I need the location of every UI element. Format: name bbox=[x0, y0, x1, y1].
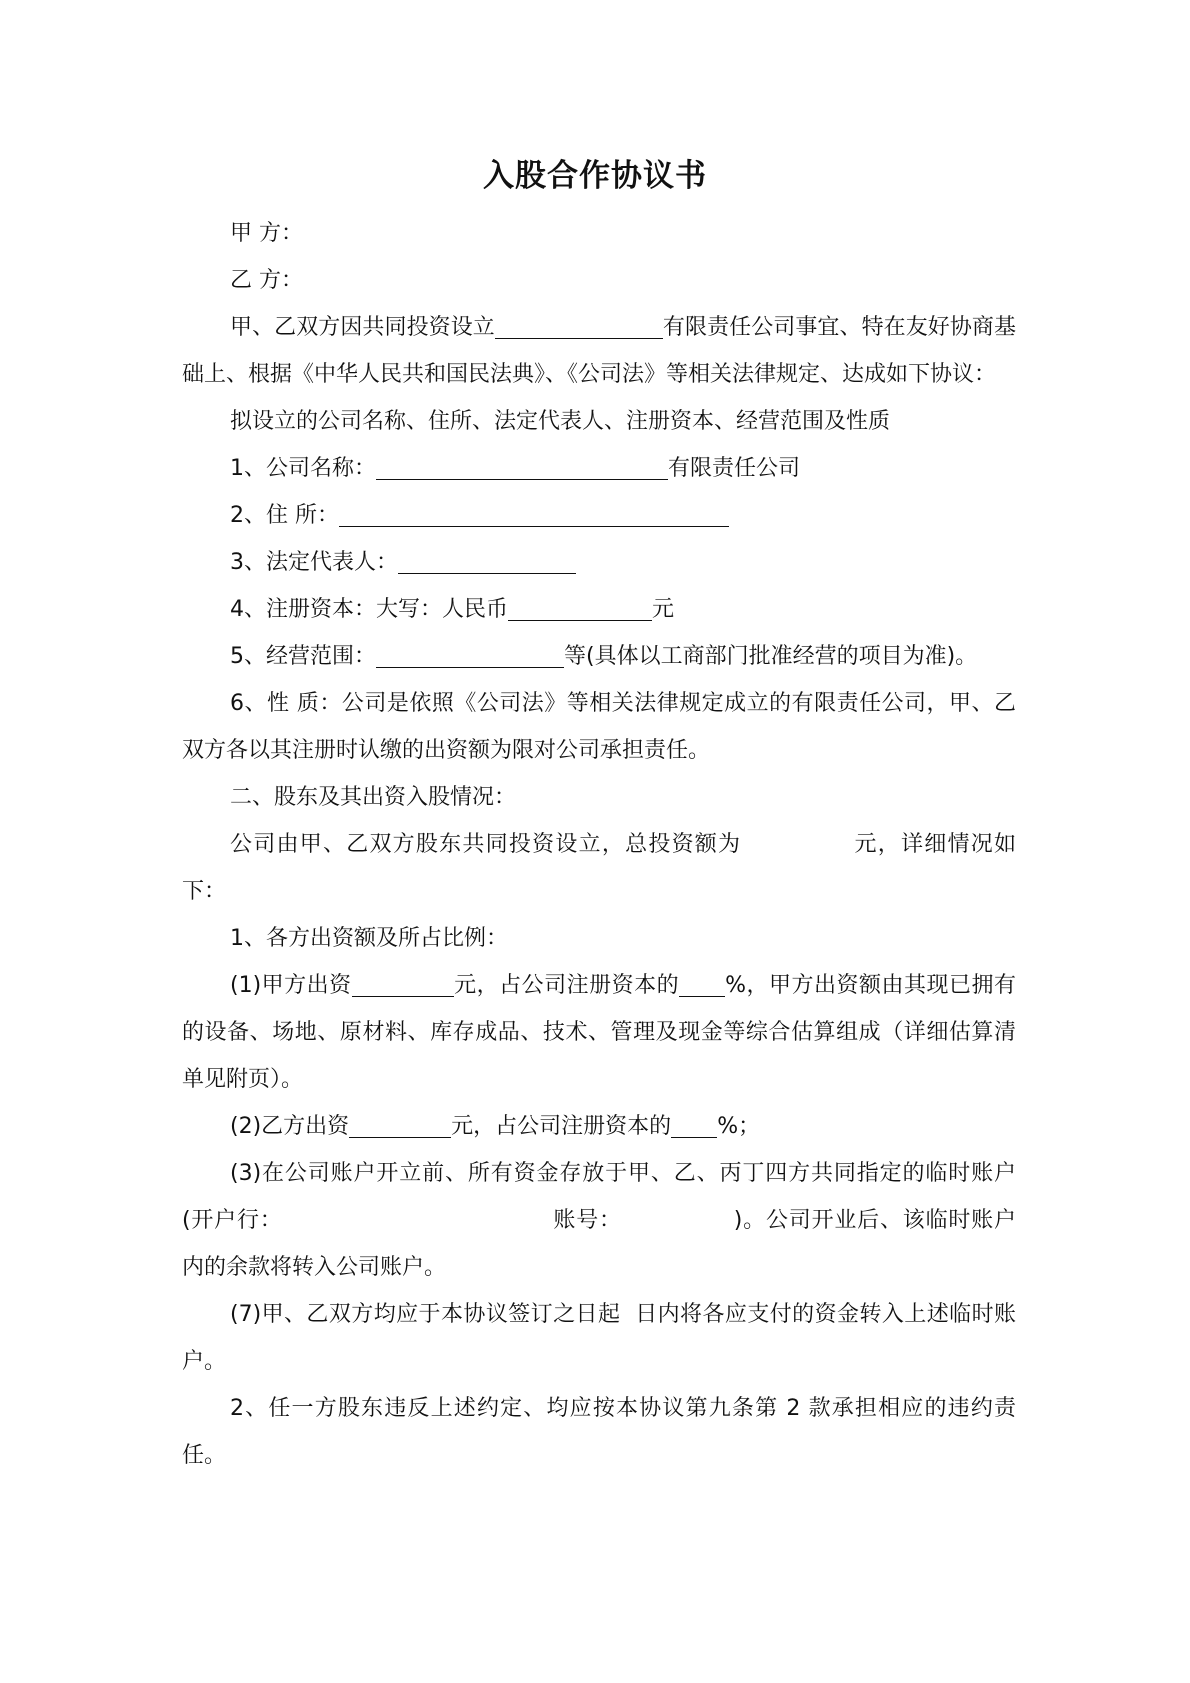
document-title: 入股合作协议书 bbox=[483, 158, 707, 194]
legal-rep-line: 3、法定代表人： bbox=[182, 539, 1016, 586]
party-a-contribution-paragraph: (1)甲方出资 元，占公司注册资本的 %，甲方出资额由其现已拥有的设备、场地、原材料、库存成品、技术、管理及现金等综合估算组成（详细估算清单见附页）。 bbox=[182, 973, 1016, 1092]
party-a-line: 甲 方： bbox=[230, 221, 303, 246]
party-b-percent-blank bbox=[671, 1113, 717, 1138]
company-name-field-blank bbox=[376, 455, 668, 480]
party-a-percent-blank bbox=[679, 972, 725, 997]
ratio-heading: 1、各方出资额及所占比例： bbox=[230, 926, 508, 951]
scope-blank bbox=[376, 643, 564, 668]
transfer-paragraph: (7)甲、乙双方均应于本协议签订之日起 日内将各应支付的资金转入上述临时账户。 bbox=[182, 1302, 1016, 1374]
intro-paragraph: 甲、乙双方因共同投资设立 有限责任公司事宜、特在友好协商基础上、根据《中华人民共和国民法典》、《公司法》等相关法律规定、达成如下协议： bbox=[182, 315, 1016, 387]
capital-blank bbox=[508, 596, 652, 621]
address-line: 2、住 所： bbox=[182, 492, 1016, 539]
section2-heading: 二、股东及其出资入股情况： bbox=[230, 785, 517, 810]
legal-rep-blank bbox=[398, 549, 576, 574]
party-b-line: 乙 方： bbox=[230, 268, 303, 293]
address-blank bbox=[339, 502, 729, 527]
breach-paragraph: 2、任一方股东违反上述约定、均应按本协议第九条第 2 款承担相应的违约责任。 bbox=[182, 1396, 1016, 1468]
party-a-amount-blank bbox=[352, 972, 454, 997]
total-investment-paragraph: 公司由甲、乙双方股东共同投资设立，总投资额为 元，详细情况如下： bbox=[182, 832, 1016, 904]
capital-line: 4、注册资本：大写：人民币 元 bbox=[230, 597, 675, 622]
company-info-heading: 拟设立的公司名称、住所、法定代表人、注册资本、经营范围及性质 bbox=[230, 409, 891, 434]
scope-line: 5、经营范围： 等(具体以工商部门批准经营的项目为准)。 bbox=[230, 644, 978, 669]
document-body bbox=[182, 210, 1016, 1479]
company-name-line: 1、公司名称： 有限责任公司 bbox=[230, 456, 801, 481]
nature-paragraph: 6、性 质：公司是依照《公司法》等相关法律规定成立的有限责任公司，甲、乙双方各以其注册时认缴的出资额为限对公司承担责任。 bbox=[182, 691, 1016, 763]
party-b-amount-blank bbox=[349, 1113, 451, 1138]
company-name-blank bbox=[495, 314, 663, 339]
party-b-contribution-paragraph: (2)乙方出资 元，占公司注册资本的 %； bbox=[230, 1114, 761, 1139]
temp-account-paragraph: (3)在公司账户开立前、所有资金存放于甲、乙、丙丁四方共同指定的临时账户(开户行： 账号： )。公司开业后、该临时账户内的余款将转入公司账户。 bbox=[182, 1161, 1016, 1280]
